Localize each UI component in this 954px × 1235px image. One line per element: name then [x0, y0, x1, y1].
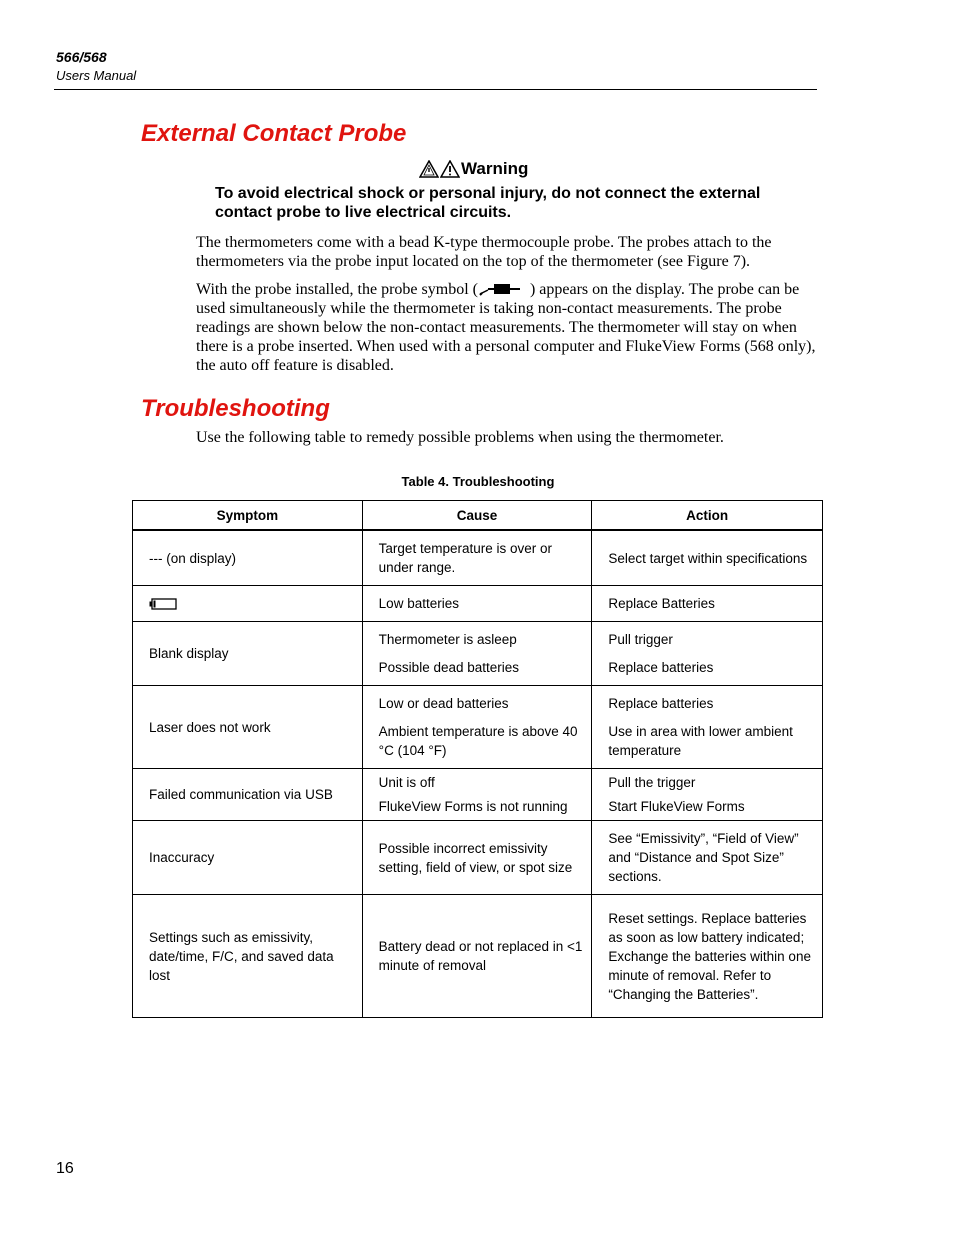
warning-heading [419, 159, 528, 179]
low-battery-icon [149, 598, 177, 610]
probe-paragraph-1: The thermometers come with a bead K-type thermocouple probe. The probes attach to the thermometers via the probe input located on the top of the thermometer (see Figure 7). [196, 234, 772, 270]
header-divider [54, 89, 817, 90]
cause-cell: Battery dead or not replaced in <1 minute of removal [362, 895, 592, 1018]
column-header-cause: Cause [362, 501, 592, 531]
table-caption: Table 4. Troubleshooting [401, 474, 555, 489]
action-line: Use in area with lower ambient temperature [608, 724, 793, 758]
action-cell [592, 769, 823, 821]
symptom-cell: Failed communication via USB [133, 769, 363, 821]
action-cell [592, 622, 823, 686]
table-row [133, 586, 823, 622]
table-row [133, 895, 823, 1018]
cause-cell: Target temperature is over or under range. [362, 530, 592, 586]
warning-text: To avoid electrical shock or personal injury, do not connect the external contact probe to live electrical circuits. [215, 185, 761, 221]
symptom-cell [133, 586, 363, 622]
action-line: Pull the trigger [608, 775, 696, 790]
probe-paragraph-2-start: With the probe installed, the probe symbol ( [196, 281, 478, 298]
action-cell: Replace Batteries [592, 586, 823, 622]
action-line: Replace batteries [608, 660, 714, 675]
table-row [133, 686, 823, 769]
table-row [133, 821, 823, 895]
cause-cell [362, 622, 592, 686]
probe-paragraph-2-end: ) appears on the display. The probe can be used simultaneously while the thermometer is taking non-contact measurements. The probe readings are shown below the non-contact measurements. The thermometer will stay on when there is a probe inserted. When used with a personal computer and FlukeView Forms (568 only), the auto off feature is disabled. [196, 281, 816, 374]
cause-line: Possible dead batteries [378, 660, 520, 675]
warning-triangle-icon [419, 160, 439, 178]
cause-cell: Possible incorrect emissivity setting, field of view, or spot size [362, 821, 592, 895]
column-header-symptom: Symptom [133, 501, 363, 531]
troubleshooting-table [132, 500, 823, 1018]
cause-line: Unit is off [378, 775, 435, 790]
probe-paragraph-2 [196, 280, 821, 375]
header-model: 566/568 [56, 49, 107, 65]
action-cell: See “Emissivity”, “Field of View” and “Distance and Spot Size” sections. [592, 821, 823, 895]
troubleshooting-intro: Use the following table to remedy possible problems when using the thermometer. [196, 429, 724, 446]
symptom-cell: Laser does not work [133, 686, 363, 769]
cause-cell [362, 769, 592, 821]
cause-line: Thermometer is asleep [378, 632, 517, 647]
action-cell [592, 686, 823, 769]
action-cell: Reset settings. Replace batteries as soon as low battery indicated; Exchange the batteries within one minute of removal. Refer to “Changing the Batteries”. [592, 895, 823, 1018]
table-row [133, 530, 823, 586]
table-row [133, 769, 823, 821]
symptom-cell: Settings such as emissivity, date/time, F/C, and saved data lost [133, 895, 363, 1018]
table-header-row [133, 501, 823, 531]
action-line: Pull trigger [608, 632, 673, 647]
cause-line: FlukeView Forms is not running [378, 799, 568, 814]
action-line: Start FlukeView Forms [608, 799, 745, 814]
probe-symbol-icon [478, 281, 530, 297]
section-title-troubleshooting: Troubleshooting [141, 395, 330, 422]
action-line: Replace batteries [608, 696, 714, 711]
page-number: 16 [56, 1160, 74, 1177]
symptom-cell: Blank display [133, 622, 363, 686]
cause-line: Low or dead batteries [378, 696, 509, 711]
header-subtitle: Users Manual [56, 68, 137, 83]
table-row [133, 622, 823, 686]
cause-cell: Low batteries [362, 586, 592, 622]
symptom-cell: --- (on display) [133, 530, 363, 586]
column-header-action: Action [592, 501, 823, 531]
warning-triangle-icon [440, 160, 460, 178]
action-cell: Select target within specifications [592, 530, 823, 586]
symptom-cell: Inaccuracy [133, 821, 363, 895]
warning-label: Warning [461, 159, 529, 178]
cause-cell [362, 686, 592, 769]
cause-line: Ambient temperature is above 40 °C (104 °F) [378, 724, 578, 758]
section-title-external-contact-probe: External Contact Probe [141, 120, 407, 147]
